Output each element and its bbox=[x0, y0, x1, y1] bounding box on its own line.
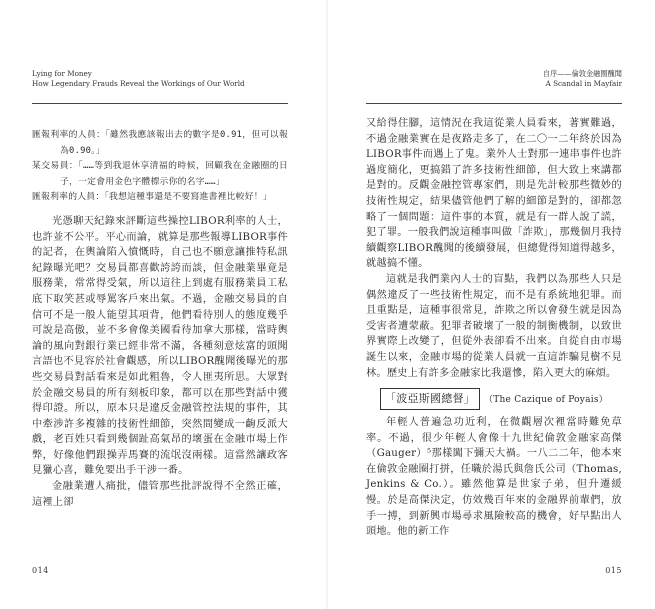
chat-log-excerpt bbox=[32, 128, 288, 206]
book-subtitle: How Legendary Frauds Reveal the Workings of Our World bbox=[32, 79, 245, 88]
left-body-text bbox=[32, 128, 288, 510]
chat-line: 匯報利率的人員：「我想這種事還是不要寫進書裡比較好！」 bbox=[32, 192, 272, 203]
section-heading-en: （The Cazique of Poyais） bbox=[483, 395, 609, 406]
body-paragraph: 這就是我們業內人士的盲點，我們以為那些人只是偶然違反了一些技術性規定，而不是有系統地犯罪。而且重點是，這種事很常見，詐欺之所以會發生就是因為受害者遭蒙蔽。犯罪者破壞了一般的制衡機制，以致世界實際上改變了，但從外表卻看不出來。自從自由市場誕生以來，金融市場的從業人員就一直這詐騙見樹不見林。歷史上有許多金融家比我還慘，陷入更大的麻煩。 bbox=[366, 273, 622, 379]
section-heading bbox=[366, 388, 622, 410]
right-header-rule bbox=[366, 103, 622, 104]
body-paragraph: 又給得住腳，這情況在我這從業人員看來，著實難過，不過金融業實在是夜路走多了，在二〇一二年終於因為LIBOR事件而遇上了鬼。業外人士對那一連串事件也許過度簡化，更搞錯了許多技術性細節，但大致上來講都是對的。反觀金融控管專家們，則是先計較那些微妙的技術性規定，結果儘管他們了解的細節是對的，卻都忽略了一個問題：這件事的本質，就是有一群人說了謊，犯了罪。一般我們說這種事叫做「詐欺」，那幾個月我持續觀察LIBOR醜聞的後續發展，但總覺得知道得越多，就越搞不懂。 bbox=[366, 118, 622, 270]
body-paragraph: 年輕人普遍急功近利，在微觀層次裡當時難免草率。不過，很少年輕人會像十九世紀倫敦金融家高傑（Gauger）⁵那樣闖下彌天大禍。一八二二年，他本來在倫敦金融圈打拼，任職於湯氏與詹氏公司（Thomas, Jenkins & Co.）。雖然他算是世家子弟，但升遷緩慢。於是高傑決定，仿效幾百年來的金融界前輩們，放手一搏，到新興市場尋求風險較高的機會，好早點出人頭地。他的新工作 bbox=[366, 417, 622, 538]
book-title: Lying for Money bbox=[32, 69, 92, 78]
chapter-title-zh: 自序——倫敦金融圈醜聞 bbox=[542, 69, 622, 78]
right-page bbox=[328, 0, 655, 609]
right-page-number: 015 bbox=[605, 566, 622, 575]
left-running-head bbox=[32, 69, 245, 89]
left-page bbox=[0, 0, 327, 609]
chat-line: 某交易員：「……等到我退休享清福的時候，回顧我在金融圈的日子，一定會用金色字體標示你的名字……」 bbox=[32, 161, 288, 187]
body-paragraph: 光憑聊天紀錄來評斷這些操控LIBOR利率的人士，也許並不公平。平心而論，就算是那些報導LIBOR事件的記者，在輿論陷入憤慨時，自己也不願意讓推特私訊紀錄曝光吧？交易員都喜歡誇誇而談，但金融業畢竟是服務業，常常得受氣，所以這往上到處有服務業員工私底下取笑甚或辱罵客戶來出氣。不過，金融交易員的自信可不是一般人能望其項背，他們看待別人的態度幾乎可說是高傲，並不多會像美國看待加拿大那樣，當時輿論的風向對銀行業已經非常不滿，各種刻意炫富的頭聞言語也不見容於社會觀感，所以LIBOR醜聞後曝光的那些交易員對話看來是如此粗魯，令人匪夷所思。大眾對於金融交易員的所有刻板印象，都可以在那些對話中獲得印證。所以，原本只是違反金融管控法規的事件，其中牽涉許多複雜的技術性細節，突然間變成一齣反派大戲，老百姓只看到幾個趾高氣昂的壞蛋在金融市場上作弊，好像他們跟操弄馬賽的流氓沒兩樣。這當然讓政客見獵心喜，難免要出手干涉一番。 bbox=[32, 215, 288, 477]
chat-line: 匯報利率的人員：「雖然我應該報出去的數字是0.91，但可以報為0.90。」 bbox=[32, 130, 288, 156]
left-header-rule bbox=[32, 103, 288, 104]
chapter-title-en: A Scandal in Mayfair bbox=[545, 79, 622, 88]
right-body-text bbox=[366, 116, 622, 540]
right-running-head bbox=[543, 69, 622, 89]
section-heading-zh: 「波亞斯國總督」 bbox=[380, 388, 480, 410]
body-paragraph: 金融業遭人痛批，儘管那些批評說得不全然正確，這裡上卻 bbox=[32, 481, 288, 508]
left-page-number: 014 bbox=[32, 566, 49, 575]
